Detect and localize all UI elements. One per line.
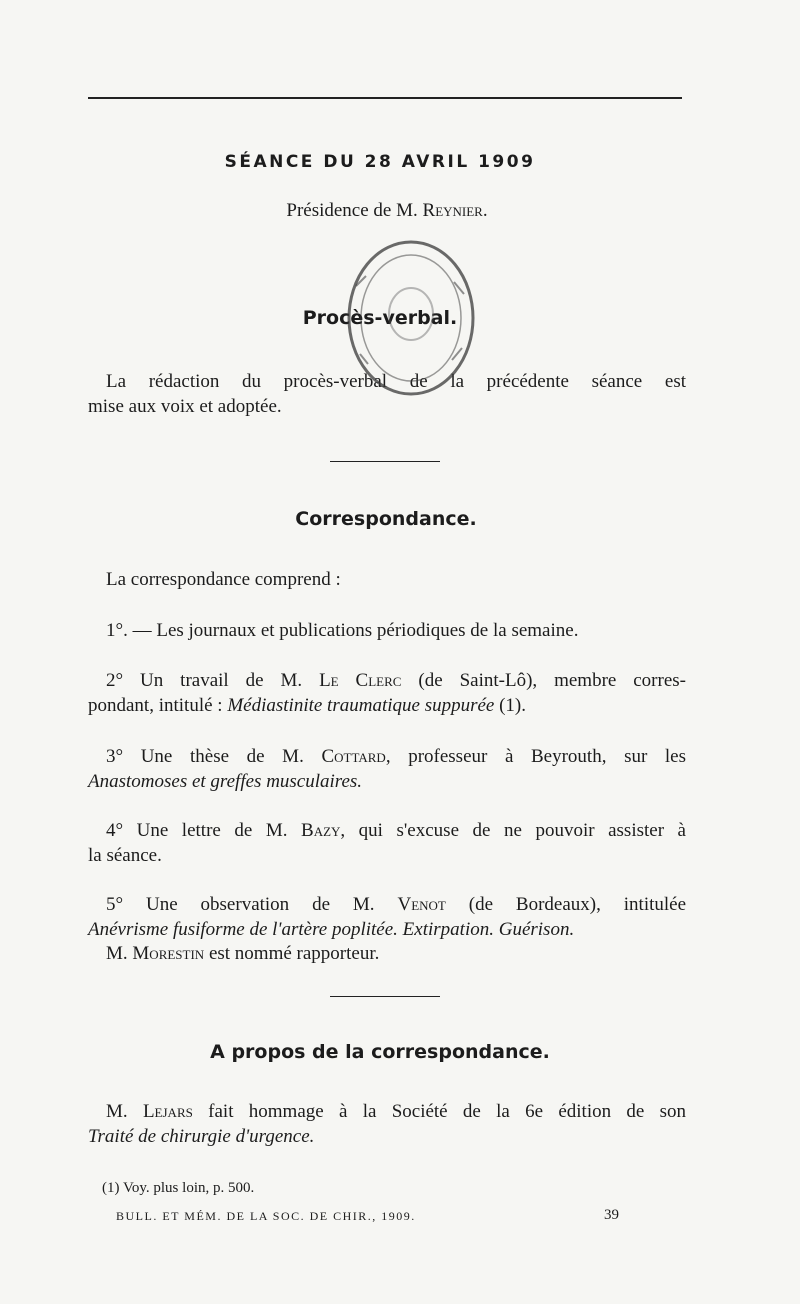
item-3-text-a: 3° Une thèse de M. [106,746,304,767]
item-2-line-2 [88,693,686,718]
page-number: 39 [604,1207,619,1223]
correspondance-intro: La correspondance comprend : [106,569,341,590]
lejars-line-1 [88,1099,686,1124]
item-4-author: Bazy [301,820,341,841]
proces-verbal-line-2: mise aux voix et adoptée. [88,396,282,417]
item-2-line-1 [88,668,686,693]
section-divider-1 [330,461,440,462]
lejars-text-b: fait hommage à la Société de la 6e édition de son [208,1101,687,1122]
item-3-author: Cottard [321,746,386,767]
header-rule [88,97,682,99]
session-title: SÉANCE DU 28 AVRIL 1909 [224,152,536,172]
item-5-author: Venot [397,894,446,915]
president-name: Reynier [422,200,483,221]
lejars-book-title: Traité de chirurgie d'urgence. [88,1126,315,1147]
lejars-paragraph [88,1099,686,1149]
correspondance-item-1: 1°. — Les journaux et publications périodiques de la semaine. [106,620,579,641]
item-2-work-title: Médiastinite traumatique suppurée [227,695,495,716]
running-footer: BULL. ET MÉM. DE LA SOC. DE CHIR., 1909. [116,1209,416,1223]
item-3-text-b: , professeur à Beyrouth, sur les [385,746,687,767]
proces-verbal-heading: Procès-verbal. [302,307,458,329]
item-2-text-a: 2° Un travail de M. [106,670,303,691]
item-5-text-b: (de Bordeaux), intitulée [468,894,687,915]
rapporteur-name: Morestin [132,943,205,964]
correspondance-item-3 [88,744,686,794]
item-4-line-1 [88,818,686,843]
rapporteur-line [88,941,704,966]
item-3-line-1 [88,744,686,769]
proces-verbal-line-1: La rédaction du procès-verbal de la précédente séance est [106,371,686,392]
footnote: (1) Voy. plus loin, p. 500. [102,1180,255,1196]
item-4-text-b: , qui s'excuse de ne pouvoir assister à [340,820,686,841]
item-3-work-title: Anastomoses et greffes musculaires. [88,771,363,792]
rapporteur-text-b: est nommé rapporteur. [208,943,380,964]
presidency-line [0,200,774,222]
correspondance-item-5 [88,892,686,942]
correspondance-heading: Correspondance. [295,508,477,530]
item-2-text-c: pondant, intitulé : [88,695,223,716]
rapporteur-text-a: M. [106,943,128,964]
correspondance-item-4 [88,818,686,868]
item-5-line-1 [88,892,686,917]
lejars-name: Lejars [142,1101,193,1122]
item-5-work-title: Anévrisme fusiforme de l'artère poplitée. Extirpation. Guérison. [88,919,575,940]
a-propos-heading: A propos de la correspondance. [210,1041,550,1063]
item-4-text-a: 4° Une lettre de M. [106,820,288,841]
item-4-line-2: la séance. [88,845,162,866]
item-5-text-a: 5° Une observation de M. [106,894,375,915]
presidency-prefix: Présidence de M. [286,200,418,221]
lejars-text-a: M. [106,1101,128,1122]
correspondance-item-2 [88,668,686,718]
presidency-suffix: . [482,200,488,221]
item-2-text-b: (de Saint-Lô), membre corres- [418,670,686,691]
item-2-author: Le Clerc [319,670,402,691]
section-divider-2 [330,996,440,997]
library-stamp-icon [336,236,486,406]
item-2-text-d: (1). [499,695,527,716]
